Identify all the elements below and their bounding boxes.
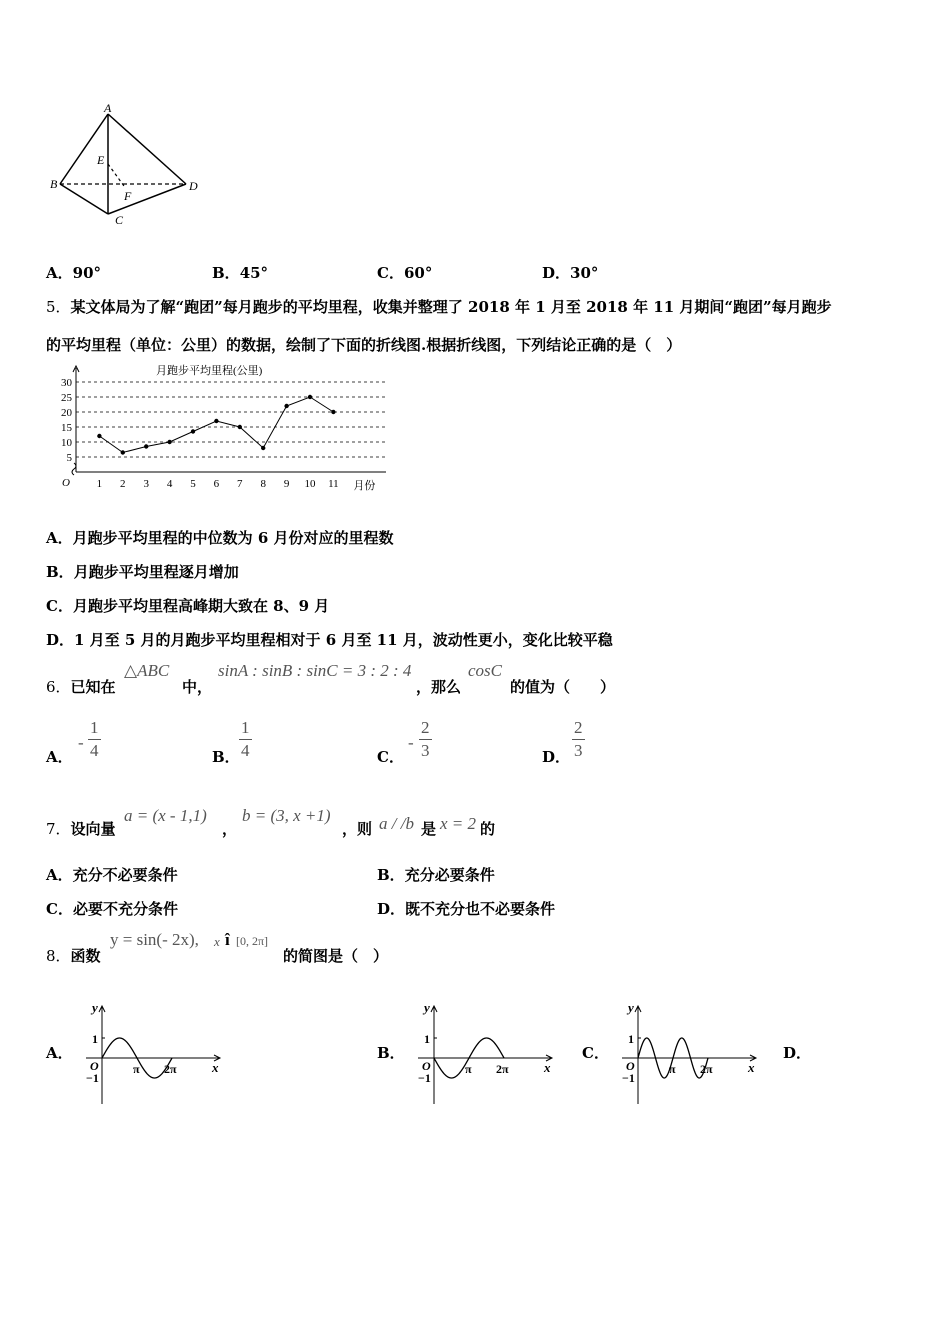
- data-point: [97, 434, 101, 438]
- q8-graph-b[interactable]: [412, 996, 562, 1108]
- q7-option-d[interactable]: [377, 898, 555, 919]
- denominator: 3: [574, 741, 583, 760]
- q5-stem-line1: [46, 296, 832, 317]
- q5-text-1: 某文体局为了解“跑团”每月跑步的平均里程，收集并整理了 2018 年 1 月至 2018 年 11 月期间“跑团”每月跑步: [70, 298, 832, 316]
- denominator: 4: [241, 741, 250, 760]
- option-key: B．: [377, 866, 405, 884]
- option-text: 月跑步平均里程高峰期大致在 8、9 月: [72, 597, 330, 615]
- q4-option-b[interactable]: [212, 262, 268, 283]
- option-key: A．: [46, 1044, 73, 1062]
- q6-d-fraction: [572, 718, 585, 761]
- x-tick-label: 11: [328, 478, 339, 490]
- option-key: A．: [46, 748, 73, 766]
- x-tick-label: 8: [260, 478, 266, 490]
- q8-graph-a[interactable]: [80, 996, 230, 1108]
- option-text: 充分必要条件: [404, 866, 495, 884]
- q8-graph-c[interactable]: [616, 996, 766, 1108]
- q7-math-parallel: a / /b: [379, 814, 414, 833]
- q6-option-b[interactable]: [212, 746, 240, 767]
- one-label: 1: [424, 1032, 430, 1046]
- tetrahedron-figure: [48, 102, 208, 230]
- q8-option-a[interactable]: [46, 1042, 73, 1063]
- two-pi-label: 2π: [496, 1062, 509, 1076]
- option-key: C．: [46, 597, 73, 615]
- option-key: D．: [542, 264, 571, 282]
- option-key: C．: [582, 1044, 609, 1062]
- q7-option-a[interactable]: [46, 864, 178, 885]
- y-tick-label: 15: [61, 422, 72, 434]
- y-tick-label: 5: [66, 452, 72, 464]
- q7-math-a: a = (x - 1,1): [124, 806, 207, 825]
- x-tick-label: 6: [213, 478, 220, 490]
- q5-option-b[interactable]: [46, 561, 239, 582]
- q5-text-2: 的平均里程（单位：公里）的数据，绘制了下面的折线图.根据折线图，下列结论正确的是（ ）: [46, 336, 682, 354]
- q4-option-d[interactable]: [542, 262, 598, 283]
- vertex-label-a: A: [104, 102, 112, 115]
- option-key: B．: [212, 748, 240, 766]
- q6-text-a: 已知在: [70, 678, 116, 696]
- data-point: [308, 395, 312, 399]
- option-text: 30°: [570, 264, 599, 282]
- chart-title: 月跑步平均里程(公里): [156, 365, 263, 377]
- question-number: 8．: [46, 947, 71, 965]
- origin-label: O: [62, 477, 70, 489]
- q7-text-c: ，则: [342, 820, 373, 838]
- point-label-e: E: [97, 153, 105, 167]
- y-tick-label: 25: [61, 392, 72, 404]
- x-axis-label: x: [748, 1060, 755, 1075]
- data-point: [121, 450, 125, 454]
- two-pi-label: 2π: [164, 1062, 177, 1076]
- pi-label: π: [669, 1062, 676, 1076]
- q8-math-x: x: [214, 934, 220, 949]
- one-label: 1: [92, 1032, 98, 1046]
- q6-a-fraction: [88, 718, 101, 761]
- option-key: B．: [46, 563, 74, 581]
- data-point: [261, 446, 265, 450]
- origin-label: O: [422, 1059, 431, 1073]
- x-tick-label: 4: [166, 478, 173, 490]
- x-axis-label: x: [212, 1060, 219, 1075]
- option-key: A．: [46, 264, 73, 282]
- q6-a-sign: -: [78, 733, 84, 752]
- mileage-line-chart: [56, 362, 396, 494]
- data-point: [144, 444, 148, 448]
- x-tick-label: 5: [190, 478, 196, 490]
- q7-option-c[interactable]: [46, 898, 178, 919]
- option-key: A．: [46, 866, 73, 884]
- q7-text-d: 是: [421, 820, 437, 838]
- q6-b-fraction: [239, 718, 252, 761]
- x-tick-label: 10: [304, 478, 316, 490]
- option-text: 月跑步平均里程逐月增加: [73, 563, 239, 581]
- q6-c-sign: -: [408, 733, 414, 752]
- option-text: 月跑步平均里程的中位数为 6 月份对应的里程数: [72, 529, 394, 547]
- numerator: 1: [90, 718, 99, 737]
- option-text: 必要不充分条件: [72, 900, 178, 918]
- q7-math-b: b = (3, x +1): [242, 806, 331, 825]
- x-tick-label: 2: [120, 478, 126, 490]
- origin-label: O: [626, 1059, 635, 1073]
- series-line: [99, 397, 333, 453]
- q8-option-d[interactable]: [783, 1042, 811, 1063]
- denominator: 4: [90, 741, 99, 760]
- data-point: [331, 410, 335, 414]
- q5-option-d[interactable]: [46, 629, 613, 650]
- x-axis-label: 月份: [353, 480, 376, 492]
- q6-math-ratio: sinA : sinB : sinC = 3 : 2 : 4: [218, 661, 412, 680]
- q8-stem: [46, 945, 101, 966]
- y-tick-label: 20: [61, 407, 72, 419]
- option-key: C．: [377, 748, 404, 766]
- option-text: 既不充分也不必要条件: [405, 900, 556, 918]
- q6-option-c[interactable]: [377, 746, 404, 767]
- y-tick-label: 30: [61, 377, 72, 389]
- q6-text-c: ，那么: [416, 678, 462, 696]
- q7-text-e: 的: [480, 820, 496, 838]
- q5-option-a[interactable]: [46, 527, 394, 548]
- option-key: D．: [783, 1044, 812, 1062]
- neg-one-label: −1: [622, 1071, 635, 1085]
- vertex-label-d: D: [189, 179, 198, 193]
- q7-math-x: x = 2: [440, 814, 477, 833]
- q4-option-c[interactable]: [377, 262, 432, 283]
- numerator: 2: [421, 718, 430, 737]
- x-tick-label: 9: [283, 478, 290, 490]
- q5-stem-line2: [46, 334, 681, 355]
- question-number: 7．: [46, 820, 71, 838]
- q6-stem: [46, 676, 116, 697]
- two-pi-label: 2π: [700, 1062, 713, 1076]
- q6-text-d: 的值为（ ）: [510, 678, 616, 696]
- pi-label: π: [133, 1062, 140, 1076]
- option-text: 充分不必要条件: [72, 866, 178, 884]
- option-key: B．: [377, 1044, 405, 1062]
- q7-option-b[interactable]: [377, 864, 495, 885]
- vertex-label-b: B: [50, 177, 58, 191]
- option-text: 1 月至 5 月的月跑步平均里程相对于 6 月至 11 月，波动性更小，变化比较平稳: [74, 631, 613, 649]
- option-text: 60°: [403, 264, 433, 282]
- question-number: 5．: [46, 298, 71, 316]
- neg-one-label: −1: [418, 1071, 431, 1085]
- x-tick-label: 1: [96, 478, 103, 490]
- q6-c-fraction: [419, 718, 432, 761]
- x-tick-label: 7: [237, 478, 243, 490]
- question-number: 6．: [46, 678, 71, 696]
- neg-one-label: −1: [86, 1071, 99, 1085]
- option-text: 90°: [72, 264, 102, 282]
- vertex-label-c: C: [115, 213, 124, 227]
- x-tick-label: 3: [143, 478, 149, 490]
- denominator: 3: [421, 741, 430, 760]
- q7-stem: [46, 818, 116, 839]
- q4-option-a[interactable]: [46, 262, 101, 283]
- point-label-f: F: [124, 189, 132, 203]
- q6-option-a[interactable]: [46, 746, 73, 767]
- y-axis-label: y: [92, 1000, 98, 1015]
- option-key: D．: [542, 748, 571, 766]
- option-key: A．: [46, 529, 73, 547]
- data-point: [167, 440, 171, 444]
- one-label: 1: [628, 1032, 634, 1046]
- option-key: C．: [377, 264, 404, 282]
- data-point: [191, 429, 195, 433]
- origin-label: O: [90, 1059, 99, 1073]
- q8-math-func: y = sin(- 2x),: [110, 930, 199, 949]
- data-point: [214, 419, 218, 423]
- q8-math-interval: [0, 2π]: [236, 934, 269, 948]
- q8-text-b: 的简图是（ ）: [283, 947, 389, 965]
- q8-text-a: 函数: [70, 947, 101, 965]
- y-axis-label: y: [424, 1000, 430, 1015]
- q8-option-b[interactable]: [377, 1042, 405, 1063]
- option-key: D．: [377, 900, 406, 918]
- q5-option-c[interactable]: [46, 595, 329, 616]
- q6-math-triangle: △ABC: [124, 661, 170, 680]
- data-point: [238, 425, 242, 429]
- pi-label: π: [465, 1062, 472, 1076]
- q7-text-b: ，: [222, 820, 238, 838]
- y-axis-label: y: [628, 1000, 634, 1015]
- q6-option-d[interactable]: [542, 746, 570, 767]
- option-key: B．: [212, 264, 240, 282]
- x-axis-label: x: [544, 1060, 551, 1075]
- axis-break-mark: [72, 463, 76, 475]
- q6-math-cos: cosC: [468, 661, 502, 680]
- q6-text-b: 中，: [182, 678, 213, 696]
- numerator: 2: [574, 718, 583, 737]
- q8-math-in: î: [225, 930, 230, 949]
- q8-option-c[interactable]: [582, 1042, 609, 1063]
- option-key: C．: [46, 900, 73, 918]
- numerator: 1: [241, 718, 250, 737]
- y-tick-label: 10: [61, 437, 72, 449]
- data-point: [284, 404, 288, 408]
- option-text: 45°: [239, 264, 269, 282]
- q7-text-a: 设向量: [70, 820, 116, 838]
- option-key: D．: [46, 631, 75, 649]
